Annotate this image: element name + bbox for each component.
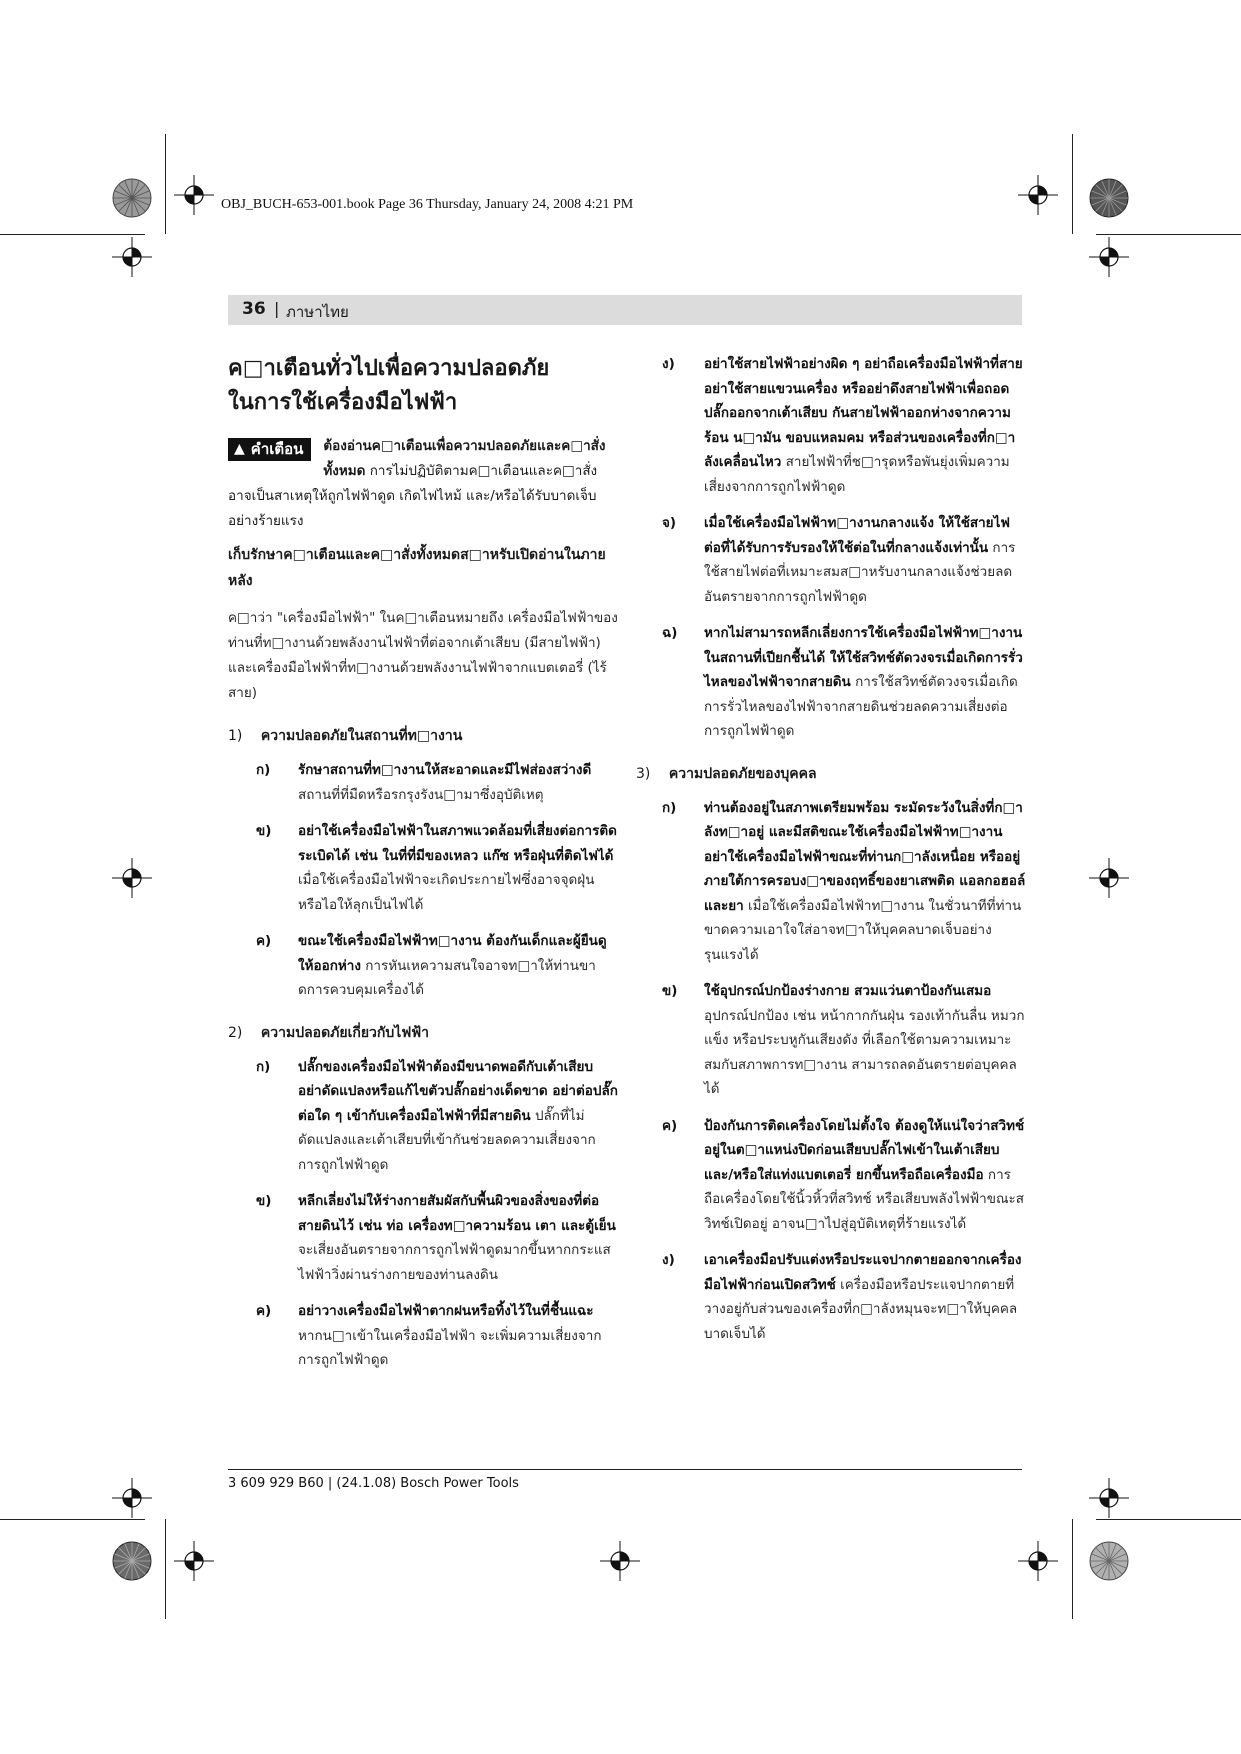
item-marker: ข) [256,1193,272,1209]
crop-mark [0,234,145,235]
list-item [662,621,1026,744]
item-bold-text: ป้องกันการติดเครื่องโดยไม่ตั้งใจ ต้องดูให้แน่ใจว่าสวิทช์อยู่ในต□าแหน่งปิดก่อนเสียบปลั๊กไฟเข้าในเต้าเสียบ และ/หรือใส่แท่งแบตเตอรี่ ยกขึ้นหรือถือเครื่องมือ [704,1117,1025,1183]
registration-mark-icon [174,1541,214,1581]
registration-mark-icon [1089,237,1129,277]
page-number: 36 [242,299,266,319]
list-item [662,1114,1026,1237]
title-line-1: ค□าเตือนทั่วไปเพื่อความปลอดภัย [228,356,550,381]
print-test-wheel-icon [112,1541,152,1581]
registration-mark-icon [600,1541,640,1581]
warning-paragraph [228,434,618,534]
registration-mark-icon [1089,1478,1129,1518]
item-bold-text: หลีกเลี่ยงไม่ให้ร่างกายสัมผัสกับพื้นผิวของสิ่งของที่ต่อสายดินไว้ เช่น ท่อ เครื่องท□าความร้อน เตา และตู้เย็น [298,1193,616,1234]
list-item [256,1055,618,1178]
list-item [662,1248,1026,1346]
section-title: ความปลอดภัยของบุคคล [668,765,817,782]
crop-mark [0,1519,145,1520]
registration-mark-icon [112,237,152,277]
item-text: การใช้สายไฟต่อที่เหมาะสมส□าหรับงานกลางแจ้งช่วยลดอันตรายจากการถูกไฟฟ้าดูด [704,539,1016,605]
footer-rule [228,1469,1022,1470]
header-language: ภาษาไทย [286,303,349,321]
registration-mark-icon [1018,175,1058,215]
section-number: 2) [228,1024,243,1041]
crop-mark [1072,134,1073,234]
warning-badge [228,438,311,461]
item-marker: ก) [256,762,271,778]
definition-paragraph: ค□าว่า "เครื่องมือไฟฟ้า" ในค□าเตือนหมายถึง เครื่องมือไฟฟ้าของท่านที่ท□างานด้วยพลังงานไฟฟ้าที่ต่อจากเต้าเสียบ (มีสายไฟฟ้า) และเครื่องมือไฟฟ้าที่ท□างานด้วยพลังงานไฟฟ้าจากแบตเตอรี่ (ไร้สาย) [228,610,618,701]
page-header [228,295,1022,325]
item-bold-text: ปลั๊กของเครื่องมือไฟฟ้าต้องมีขนาดพอดีกับเต้าเสียบ อย่าดัดแปลงหรือแก้ไขตัวปลั๊กอย่างเด็ดขาด อย่าต่อปลั๊กต่อใด ๆ เข้ากับเครื่องมือไฟฟ้าที่มีสายดิน [298,1058,618,1124]
item-text: เครื่องมือหรือประแจปากตายที่วางอยู่กับส่วนของเครื่องที่ก□าลังหมุนจะท□าให้บุคคลบาดเจ็บได้ [704,1276,1018,1342]
item-marker: ข) [256,823,272,839]
print-test-wheel-icon [1089,178,1129,218]
item-bold-text: ใช้อุปกรณ์ปกป้องร่างกาย สวมแว่นตาป้องกันเสมอ [704,983,992,999]
item-bold-text: อย่าใช้สายไฟฟ้าอย่างผิด ๆ อย่าถือเครื่องมือไฟฟ้าที่สาย อย่าใช้สายแขวนเครื่อง หรืออย่าดึงสายไฟฟ้าเพื่อถอดปลั๊กออกจากเต้าเสียบ กันสายไฟฟ้าออกห่างจากความร้อน น□ามัน ขอบแหลมคม หรือส่วนของเครื่องที่ก□าลังเคลื่อนไหว [704,356,1023,470]
list-item [256,1299,618,1373]
item-bold-text: รักษาสถานที่ท□างานให้สะอาดและมีไฟส่องสว่างดี [298,762,592,778]
section-heading [228,1021,618,1045]
warning-bold-text: ต้องอ่านค□าเตือนเพื่อความปลอดภัยและค□าสั่งทั้งหมด [323,438,606,479]
section-heading [636,762,1026,786]
section-title: ความปลอดภัยในสถานที่ท□างาน [260,728,463,744]
item-marker: ข) [662,983,678,999]
section-title: ความปลอดภัยเกี่ยวกับไฟฟ้า [260,1024,430,1041]
crop-mark [165,1519,166,1619]
warning-text: การไม่ปฏิบัติตามค□าเตือนและค□าสั่งอาจเป็นสาเหตุให้ถูกไฟฟ้าดูด เกิดไฟไหม้ และ/หรือได้รับบาดเจ็บอย่างร้ายแรง [228,463,598,529]
print-test-wheel-icon [1089,1541,1129,1581]
item-text: เมื่อใช้เครื่องมือไฟฟ้าจะเกิดประกายไฟซึ่งอาจจุดฝุ่นหรือไอให้ลุกเป็นไฟได้ [298,872,595,913]
item-bold-text: เอาเครื่องมือปรับแต่งหรือประแจปากตายออกจากเครื่องมือไฟฟ้าก่อนเปิดสวิทช์ [704,1252,1022,1293]
warning-triangle-icon: ▲ [234,441,245,457]
item-marker: จ) [662,515,677,531]
right-column [636,352,1026,1358]
item-marker: ง) [662,1252,675,1268]
item-marker: ฉ) [662,625,678,641]
item-bold-text: หากไม่สามารถหลีกเลี่ยงการใช้เครื่องมือไฟฟ้าท□างานในสถานที่เปียกชื้นได้ ให้ใช้สวิทช์ตัดวงจรเมื่อเกิดการรั่วไหลของไฟฟ้าจากสายดิน [704,625,1023,690]
item-text: สถานที่ที่มืดหรือรกรุงรังน□ามาซึ่งอุบัติเหตุ [298,786,544,803]
registration-mark-icon [112,1478,152,1518]
item-bold-text: ท่านต้องอยู่ในสภาพเตรียมพร้อม ระมัดระวังในสิ่งที่ก□าลังท□าอยู่ และมีสติขณะใช้เครื่องมือไฟฟ้าท□างาน อย่าใช้เครื่องมือไฟฟ้าขณะที่ท่านก□าลังเหนื่อย หรืออยู่ ภายใต้การครอบง□าของฤทธิ์ของยาเสพติด แอลกอฮอล์ และยา [704,799,1026,914]
registration-mark-icon [1089,858,1129,898]
item-text: จะเสี่ยงอันตรายจากการถูกไฟฟ้าดูดมากขึ้นหากกระแสไฟฟ้าวิ่งผ่านร่างกายของท่านลงดิน [298,1242,611,1283]
section-number: 1) [228,728,243,744]
item-marker: ก) [256,1058,271,1075]
item-text: อุปกรณ์ปกป้อง เช่น หน้ากากกันฝุ่น รองเท้ากันลื่น หมวกแข็ง หรือประบหูกันเสียงดัง ที่เลือกใช้ตามความเหมาะสมกับสภาพการท□างาน สามารถลดอันตรายต่อบุคคลได้ [704,1007,1025,1097]
crop-mark [165,134,166,234]
list-item [662,979,1026,1102]
item-bold-text: เมื่อใช้เครื่องมือไฟฟ้าท□างานกลางแจ้ง ให้ใช้สายไฟต่อที่ได้รับการรับรองให้ใช้ต่อในที่กลางแจ้งเท่านั้น [704,515,1010,556]
item-marker: ค) [662,1117,678,1134]
item-text: ปลั๊กที่ไม่ดัดแปลงและเต้าเสียบที่เข้ากันช่วยลดความเสี่ยงจากการถูกไฟฟ้าดูด [298,1107,596,1173]
item-bold-text: อย่าวางเครื่องมือไฟฟ้าตากฝนหรือทิ้งไว้ในที่ชื้นแฉะ [298,1303,594,1319]
item-marker: ค) [256,933,272,949]
item-marker: ง) [662,356,675,372]
item-text: การหันเหความสนใจอาจท□าให้ท่านขาดการควบคุมเครื่องได้ [298,957,596,998]
crop-mark [1096,1519,1241,1520]
item-bold-text: ขณะใช้เครื่องมือไฟฟ้าท□างาน ต้องกันเด็กและผู้ยืนดูให้ออกห่าง [298,933,607,974]
left-column [228,352,618,1385]
section-number: 3) [636,765,651,782]
list-item [256,819,618,917]
item-text: หากน□าเข้าในเครื่องมือไฟฟ้า จะเพิ่มความเสี่ยงจากการถูกไฟฟ้าดูด [298,1327,602,1368]
print-slug: OBJ_BUCH-653-001.book Page 36 Thursday, January 24, 2008 4:21 PM [221,197,634,212]
registration-mark-icon [174,175,214,215]
list-item [256,1189,618,1287]
print-test-wheel-icon [112,178,152,218]
item-text: การถือเครื่องโดยใช้นิ้วหิ้วที่สวิทช์ หรือเสียบพลังไฟฟ้าขณะสวิทช์เปิดอยู่ อาจน□าไปสู่อุบัติเหตุที่ร้ายแรงได้ [704,1166,1025,1232]
page-title [228,352,618,420]
crop-mark [1096,234,1241,235]
item-bold-text: อย่าใช้เครื่องมือไฟฟ้าในสภาพแวดล้อมที่เสี่ยงต่อการติดระเบิดได้ เช่น ในที่ที่มีของเหลว แก๊ซ หรือฝุ่นที่ติดไฟได้ [298,823,617,864]
header-separator: | [274,299,280,318]
list-item [662,352,1026,499]
section-heading [228,724,618,748]
page-footer: 3 609 929 B60 | (24.1.08) Bosch Power Tools [228,1476,519,1491]
item-text: เมื่อใช้เครื่องมือไฟฟ้าท□างาน ในชั่วนาทีที่ท่านขาดความเอาใจใส่อาจท□าให้บุคคลบาดเจ็บอย่างรุนแรงได้ [704,897,1022,963]
item-marker: ก) [662,799,677,816]
registration-mark-icon [112,858,152,898]
list-item [662,511,1026,609]
list-item [256,758,618,807]
crop-mark [1072,1519,1073,1619]
item-marker: ค) [256,1303,272,1319]
list-item [256,929,618,1003]
warning-badge-label: คำเตือน [250,440,304,458]
item-text: สายไฟฟ้าที่ช□ารุดหรือพันยุ่งเพิ่มความเสี่ยงจากการถูกไฟฟ้าดูด [704,454,1010,495]
title-line-2: ในการใช้เครื่องมือไฟฟ้า [228,390,458,415]
list-item [662,796,1026,968]
registration-mark-icon [1018,1541,1058,1581]
item-text: การใช้สวิทช์ตัดวงจรเมื่อเกิดการรั่วไหลของไฟฟ้าจากสายดินช่วยลดความเสี่ยงต่อการถูกไฟฟ้าดูด [704,674,1018,739]
keep-instructions: เก็บรักษาค□าเตือนและค□าสั่งทั้งหมดส□าหรับเปิดอ่านในภายหลัง [228,547,606,589]
